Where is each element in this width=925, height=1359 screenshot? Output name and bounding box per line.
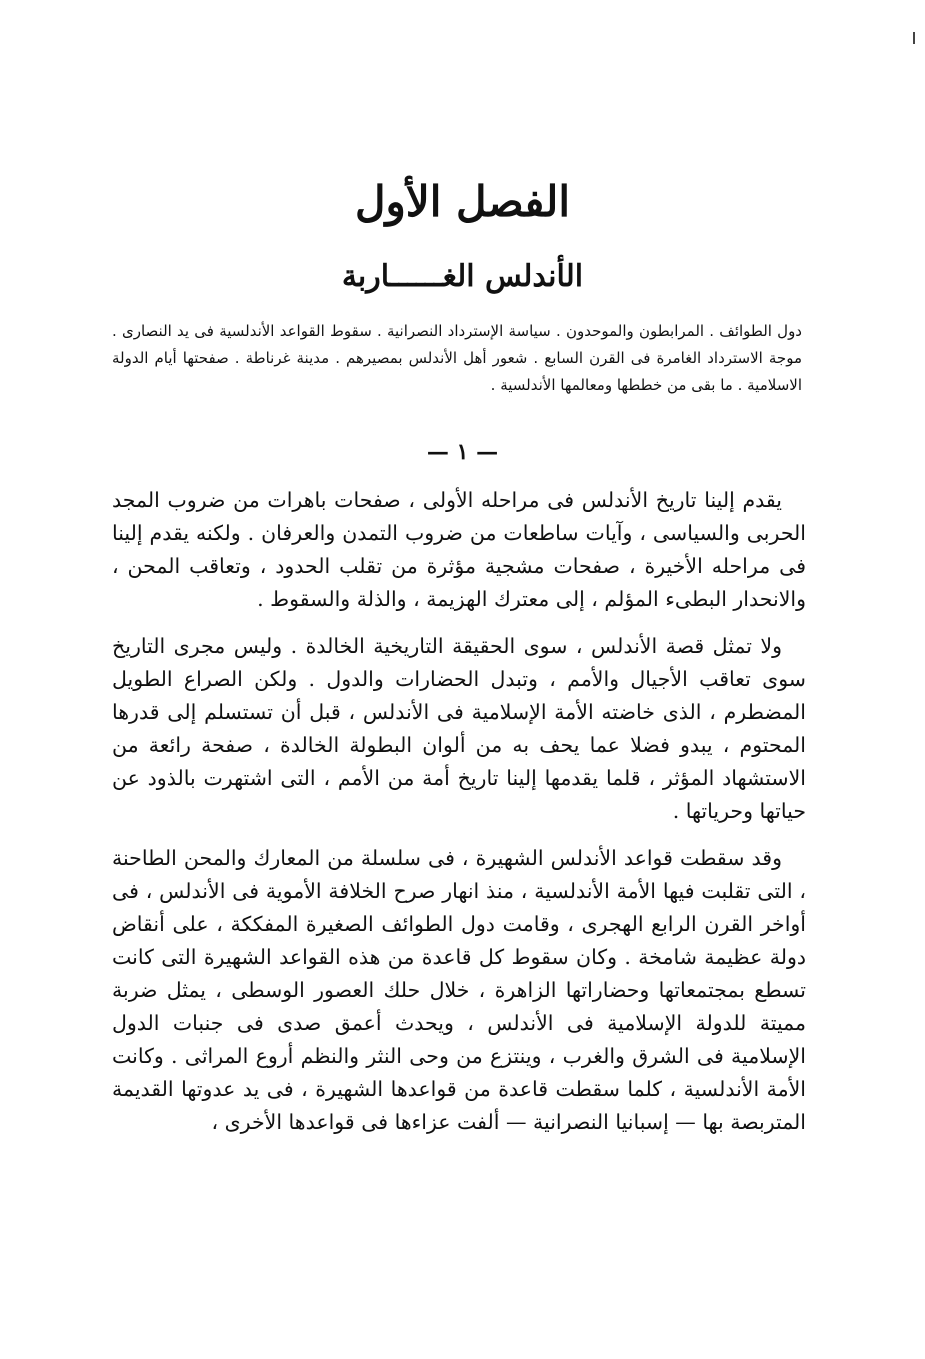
paragraph-3: وقد سقطت قواعد الأندلس الشهيرة ، فى سلسلة من المعارك والمحن الطاحنة ، التى تقلبت فيها الأمة الأندلسية ، منذ انهار صرح الخلافة الأموية فى الأندلس ، فى أواخر القرن الرابع الهجرى ، وقامت دول الطوائف الصغيرة المفككة ، على أنقاض دولة عظيمة شامخة . وكان سقوط كل قاعدة من هذه القواعد الشهيرة التى كانت تسطع بمجتمعاتها وحضاراتها الزاهرة ، خلال حلك العصور الوسطى ، يمثل ضربة مميتة للدولة الإسلامية فى الأندلس ، ويحدث أعمق صدى فى جنبات الدول الإسلامية فى الشرق والغرب ، وينتزع من وحى النثر والنظم أروع المراثى . وكانت الأمة الأندلسية ، كلما سقطت قاعدة من قواعدها الشهيرة ، فى يد عدوتها القديمة المتربصة بها — إسبانيا النصرانية — ألفت عزاءها فى قواعدها الأخرى ، bbox=[112, 846, 806, 1134]
paragraph-2: ولا تمثل قصة الأندلس ، سوى الحقيقة التاريخية الخالدة . وليس مجرى التاريخ سوى تعاقب الأجيال والأمم ، وتبدل الحضارات والدول . ولكن الصراع الطويل المضطرم ، الذى خاضته الأمة الإسلامية فى الأندلس ، قبل أن تستسلم إلى قدرها المحتوم ، يبدو فضلا عما يحف به من ألوان البطولة الخالدة ، صفحة رائعة من الاستشهاد المؤثر ، قلما يقدمها إلينا تاريخ أمة من الأمم ، التى اشتهرت بالذود عن حياتها وحرياتها . bbox=[112, 634, 806, 823]
chapter-subtitle: الأندلس الغــــــاربة bbox=[341, 259, 584, 294]
section-number: — ١ — bbox=[426, 439, 499, 465]
chapter-summary: دول الطوائف . المرابطون والموحدون . سياسة الإسترداد النصرانية . سقوط القواعد الأندلسية فى يد النصارى . موجة الاسترداد الغامرة فى القرن السابع . شعور أهل الأندلس بمصيرهم . مدينة غرناطة . صفحتها أيام الدولة الاسلامية . ما بقى من خططها ومعالمها الأندلسية . bbox=[112, 322, 802, 394]
chapter-title: الفصل الأول bbox=[355, 177, 570, 226]
body-text bbox=[112, 484, 806, 1153]
page-corner-mark bbox=[913, 32, 915, 44]
paragraph-1: يقدم إلينا تاريخ الأندلس فى مراحله الأولى ، صفحات باهرات من ضروب المجد الحربى والسياسى ، وآيات ساطعات من ضروب التمدن والعرفان . ولكنه يقدم إلينا فى مراحله الأخيرة ، صفحات مشجية مؤثرة من تقلب الحدود ، وتعاقب المحن ، والانحدار البطىء المؤلم ، إلى معترك الهزيمة ، والذلة والسقوط . bbox=[112, 488, 806, 611]
